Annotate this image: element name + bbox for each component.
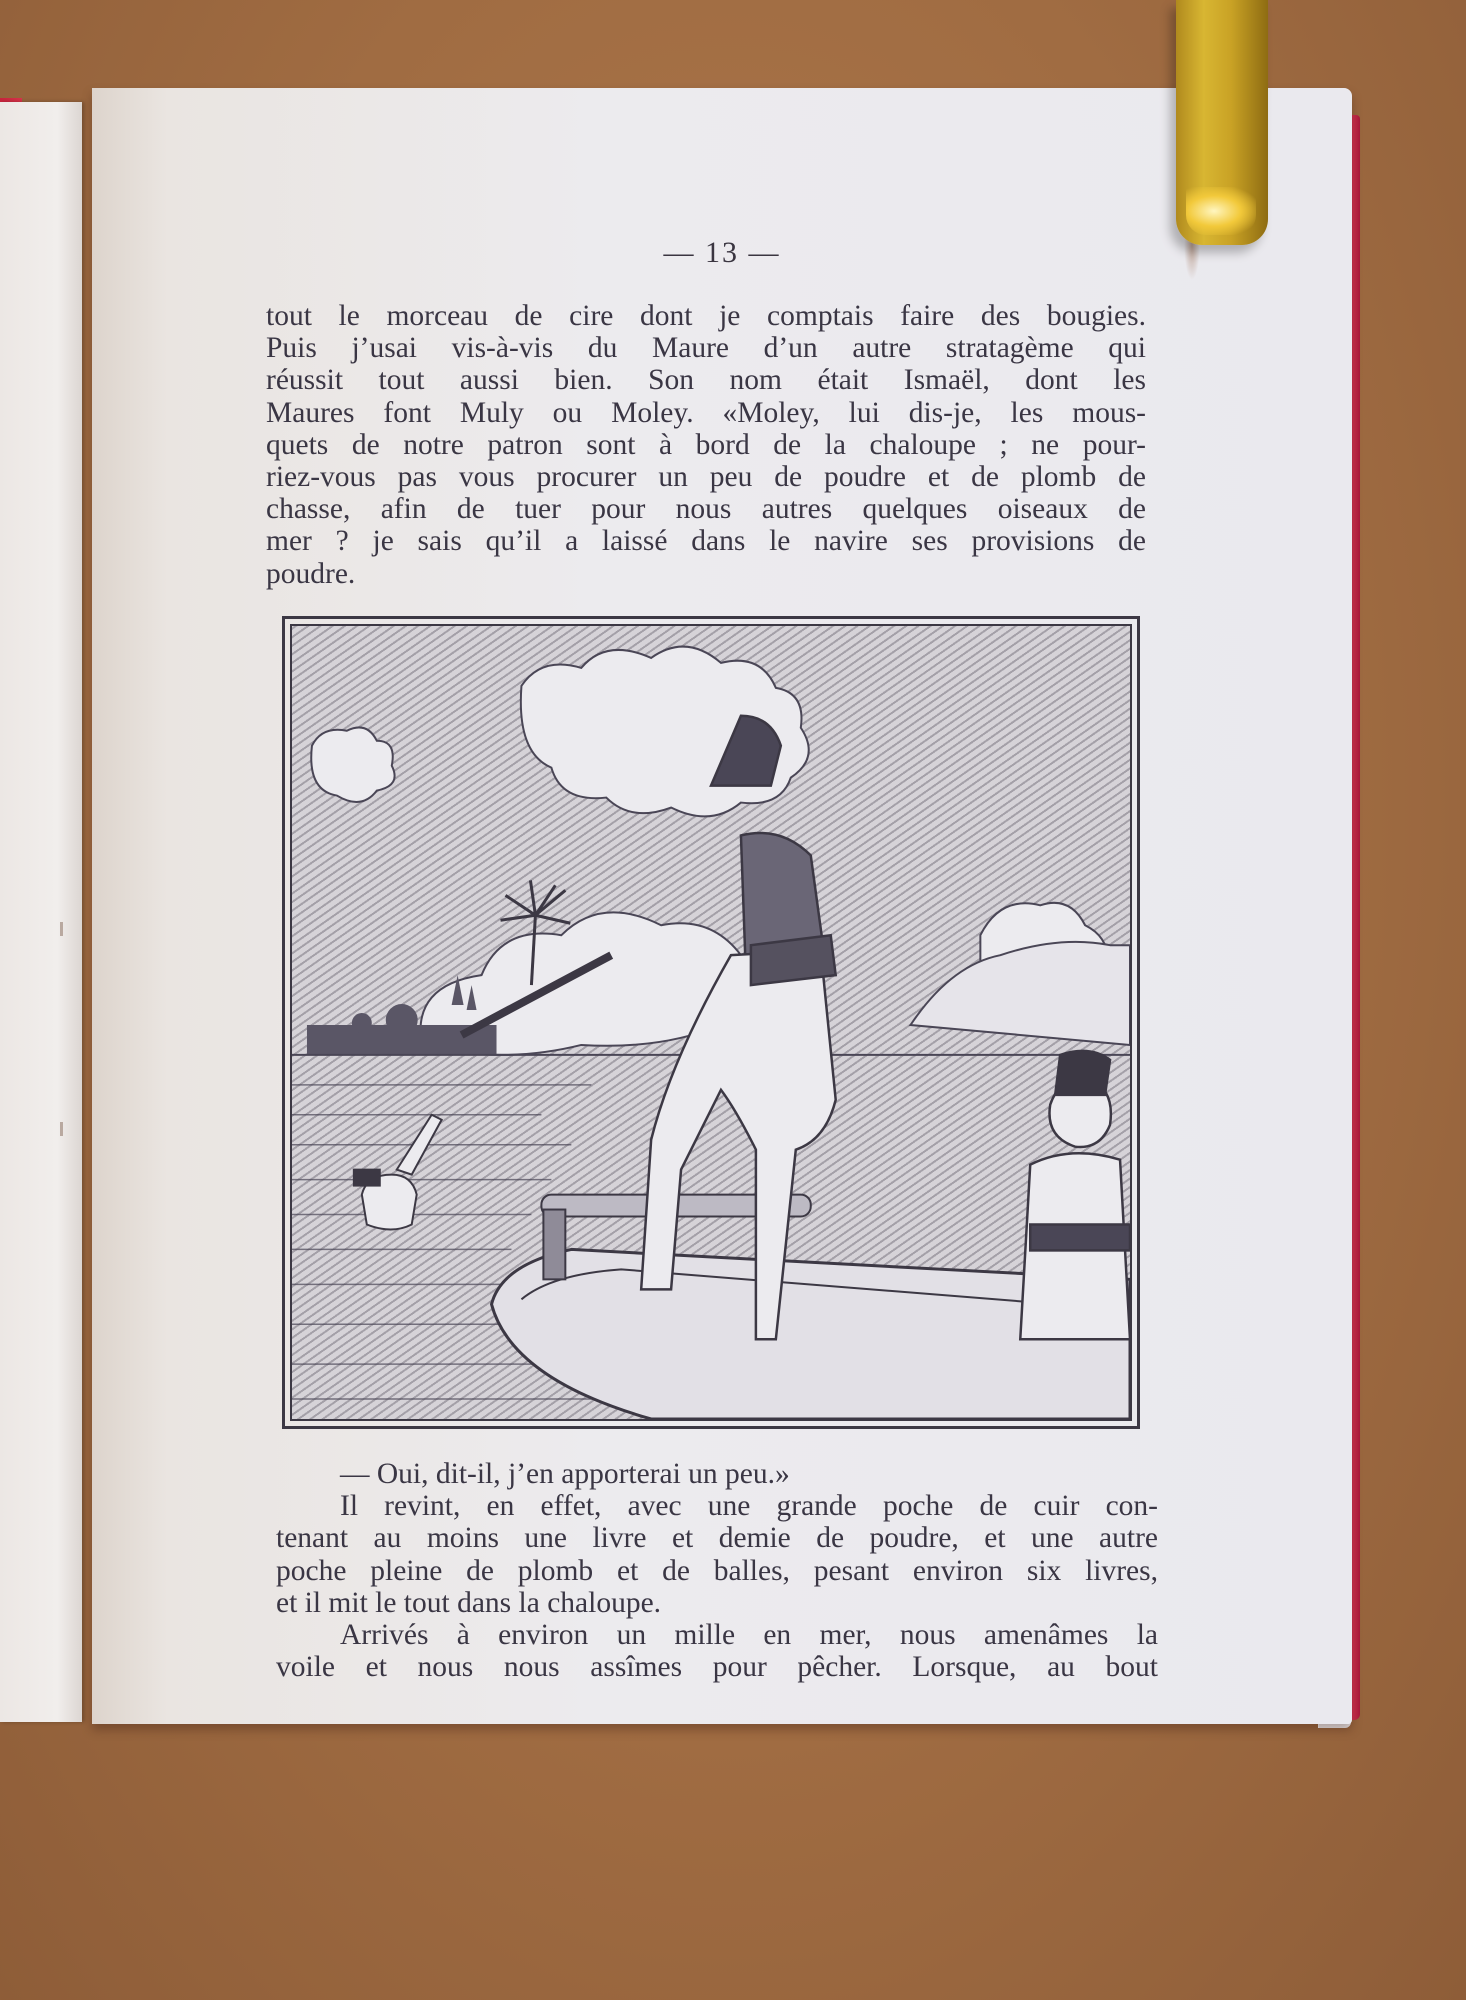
binding-stitch [60, 1122, 63, 1136]
text-line: riez-vous pas vous procurer un peu de poudre et de plomb de [266, 460, 1146, 493]
text-line: mer ? je sais qu’il a laissé dans le navire ses provisions de [266, 525, 1146, 558]
text-line: tout le morceau de cire dont je comptais faire des bougies. [266, 300, 1146, 332]
engraving-artwork [292, 626, 1130, 1419]
illustration-frame [282, 616, 1140, 1429]
text-line: réussit tout aussi bien. Son nom était Ismaël, dont les [266, 364, 1146, 397]
text-line: Il revint, en effet, avec une grande poche de cuir con- [340, 1490, 1158, 1523]
text-line: quets de notre patron sont à bord de la chaloupe ; ne pour- [266, 428, 1146, 461]
page-number: — 13 — [663, 236, 781, 269]
binding-stitch [60, 922, 63, 936]
engraving-illustration [290, 624, 1132, 1421]
text-line: Maures font Muly ou Moley. «Moley, lui dis-je, les mous- [266, 396, 1146, 429]
text-line: poche pleine de plomb et de balles, pesant environ six livres, [276, 1554, 1158, 1587]
text-line: Arrivés à environ un mille en mer, nous amenâmes la [340, 1618, 1158, 1651]
top-paragraph [266, 300, 1146, 590]
text-line: Puis j’usai vis-à-vis du Maure d’un autre stratagème qui [266, 332, 1146, 365]
brass-bookmark [1176, 0, 1268, 245]
text-line: chasse, afin de tuer pour nous autres quelques oiseaux de [266, 493, 1146, 526]
text-line: tenant au moins une livre et demie de poudre, et une autre [276, 1522, 1158, 1555]
bookmark-highlight [1186, 187, 1256, 235]
text-line: — Oui, dit-il, j’en apporterai un peu.» [340, 1458, 790, 1490]
left-page-edge [0, 102, 82, 1722]
text-line: voile et nous nous assîmes pour pêcher. Lorsque, au bout [276, 1651, 1158, 1684]
text-line: poudre. [266, 557, 356, 590]
bottom-paragraph [276, 1458, 1158, 1683]
book-page [92, 88, 1352, 1724]
text-line: et il mit le tout dans la chaloupe. [276, 1586, 662, 1619]
